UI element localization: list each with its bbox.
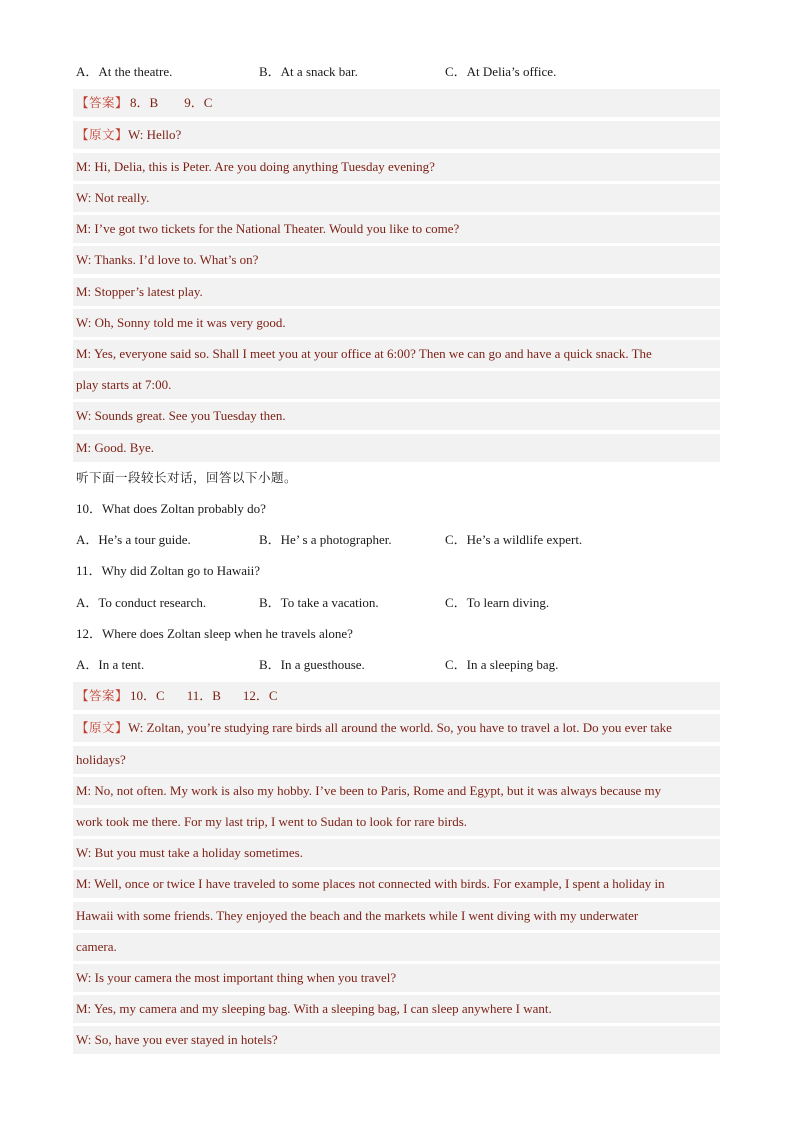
q7-option-c: C．At Delia’s office. (445, 64, 557, 79)
transcript-line: W: Is your camera the most important thing when you travel? (73, 963, 720, 992)
transcript-line: W: Sounds great. See you Tuesday then. (73, 401, 720, 430)
question-stem-12: 12．Where does Zoltan sleep when he travels alone? (76, 626, 353, 641)
transcript-line: W: But you must take a holiday sometimes. (73, 838, 720, 867)
answer-10: 10．C (130, 688, 165, 703)
transcript-line: M: Stopper’s latest play. (73, 277, 720, 306)
question-stem-10: 10．What does Zoltan probably do? (76, 501, 266, 516)
answer-8: 8．B (130, 95, 159, 110)
original-label: 【原文】 (76, 127, 129, 142)
answer-9: 9．C (184, 95, 213, 110)
transcript-line: Hawaii with some friends. They enjoyed the beach and the markets while I went diving with my underwater (73, 901, 720, 930)
q7-option-a: A．At the theatre. (76, 64, 173, 79)
original-label: 【原文】 (76, 720, 129, 735)
q7-options-row (76, 58, 720, 86)
q12-option-a: A．In a tent. (76, 657, 145, 672)
transcript-line: 【原文】W: Hello? (73, 120, 720, 149)
answer-label: 【答案】 (76, 688, 129, 703)
transcript-line: 【原文】W: Zoltan, you’re studying rare birds all around the world. So, you have to travel a lot. Do you ever take (73, 713, 720, 742)
instruction-text: 听下面一段较长对话，回答以下小题。 (76, 470, 298, 485)
transcript-line: W: Oh, Sonny told me it was very good. (73, 308, 720, 337)
question-stem-11: 11．Why did Zoltan go to Hawaii? (76, 563, 261, 578)
transcript-line: W: So, have you ever stayed in hotels? (73, 1025, 720, 1054)
q10-option-b: B．He’ s a photographer. (259, 532, 392, 547)
question-options-12 (76, 651, 720, 679)
transcript-line: M: Yes, my camera and my sleeping bag. With a sleeping bag, I can sleep anywhere I want. (73, 994, 720, 1023)
transcript-line: W: Thanks. I’d love to. What’s on? (73, 245, 720, 274)
transcript-line: holidays? (73, 745, 720, 774)
transcript-line: M: Yes, everyone said so. Shall I meet you at your office at 6:00? Then we can go and have a quick snack. The (73, 339, 720, 368)
answer-line-2 (73, 682, 720, 710)
transcript-line: work took me there. For my last trip, I went to Sudan to look for rare birds. (73, 807, 720, 836)
q11-option-a: A．To conduct research. (76, 595, 207, 610)
question-options-11 (76, 589, 720, 617)
transcript-line: M: Hi, Delia, this is Peter. Are you doing anything Tuesday evening? (73, 152, 720, 181)
answer-11: 11．B (186, 688, 221, 703)
transcript-line: M: I’ve got two tickets for the National Theater. Would you like to come? (73, 214, 720, 243)
q11-option-c: C．To learn diving. (445, 595, 550, 610)
q12-option-c: C．In a sleeping bag. (445, 657, 559, 672)
answer-12: 12．C (242, 688, 278, 703)
transcript-line: W: Not really. (73, 183, 720, 212)
question-options-10 (76, 526, 720, 554)
q10-option-c: C．He’s a wildlife expert. (445, 532, 583, 547)
transcript-line: M: Well, once or twice I have traveled to some places not connected with birds. For example, I spent a holiday in (73, 869, 720, 898)
transcript-line: camera. (73, 932, 720, 961)
transcript-line: play starts at 7:00. (73, 370, 720, 399)
q10-option-a: A．He’s a tour guide. (76, 532, 191, 547)
answer-line-1 (73, 89, 720, 117)
transcript-line: M: No, not often. My work is also my hobby. I’ve been to Paris, Rome and Egypt, but it was always because my (73, 776, 720, 805)
q7-option-b: B．At a snack bar. (259, 64, 358, 79)
answer-label: 【答案】 (76, 95, 129, 110)
q11-option-b: B．To take a vacation. (259, 595, 379, 610)
transcript-line: M: Good. Bye. (73, 433, 720, 462)
q12-option-b: B．In a guesthouse. (259, 657, 365, 672)
